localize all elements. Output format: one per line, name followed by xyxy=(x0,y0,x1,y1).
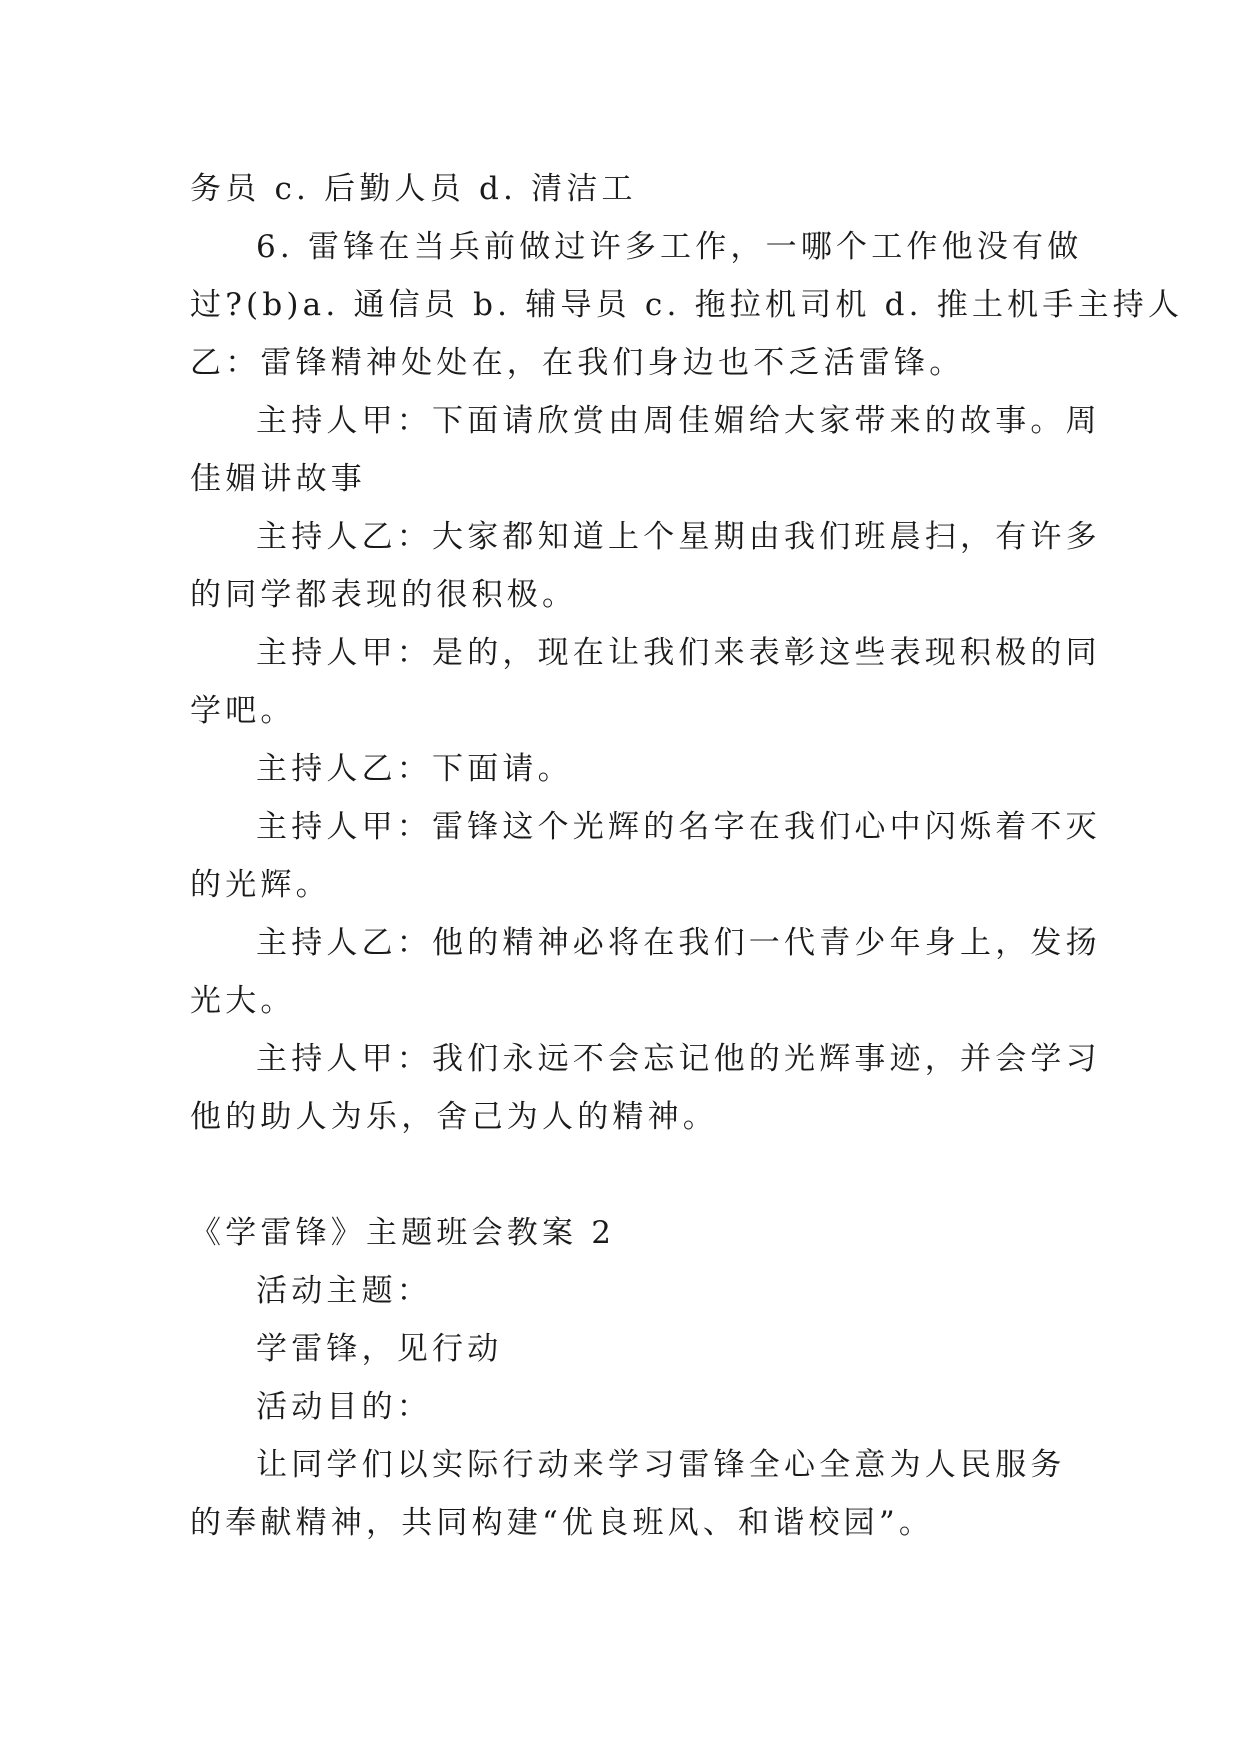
section-spacer xyxy=(190,1146,1050,1204)
text-line-15: 光大。 xyxy=(190,983,296,1019)
text-line-3: 过?(b)a. 通信员 b. 辅导员 c. 拖拉机司机 d. 推土机手主持人 xyxy=(190,287,1184,323)
text-line-4: 乙：雷锋精神处处在，在我们身边也不乏活雷锋。 xyxy=(190,345,965,381)
text-line-10: 学吧。 xyxy=(190,693,296,729)
text-line-16: 主持人甲：我们永远不会忘记他的光辉事迹，并会学习 xyxy=(256,1041,1101,1077)
text-line-19: 活动主题： xyxy=(256,1273,432,1309)
text-line-14: 主持人乙：他的精神必将在我们一代青少年身上，发扬 xyxy=(256,925,1101,961)
text-line-21: 活动目的： xyxy=(256,1389,432,1425)
text-line-23: 的奉献精神，共同构建“优良班风、和谐校园”。 xyxy=(190,1505,935,1541)
text-line-2: 6. 雷锋在当兵前做过许多工作，一哪个工作他没有做 xyxy=(256,229,1083,265)
text-line-12: 主持人甲：雷锋这个光辉的名字在我们心中闪烁着不灭 xyxy=(256,809,1101,845)
text-line-17: 他的助人为乐，舍己为人的精神。 xyxy=(190,1099,718,1135)
text-line-20: 学雷锋，见行动 xyxy=(256,1331,503,1367)
text-line-6: 佳媚讲故事 xyxy=(190,461,366,497)
text-line-8: 的同学都表现的很积极。 xyxy=(190,577,578,613)
section-heading: 《学雷锋》主题班会教案 2 xyxy=(190,1215,616,1251)
text-line-22: 让同学们以实际行动来学习雷锋全心全意为人民服务 xyxy=(256,1447,1066,1483)
text-line-13: 的光辉。 xyxy=(190,867,331,903)
text-line-11: 主持人乙：下面请。 xyxy=(256,751,573,787)
text-line-7: 主持人乙：大家都知道上个星期由我们班晨扫，有许多 xyxy=(256,519,1101,555)
text-line-5: 主持人甲：下面请欣赏由周佳媚给大家带来的故事。周 xyxy=(256,403,1101,439)
document-page xyxy=(190,160,1184,1552)
text-line-9: 主持人甲：是的，现在让我们来表彰这些表现积极的同 xyxy=(256,635,1101,671)
text-line-1: 务员 c. 后勤人员 d. 清洁工 xyxy=(190,171,637,207)
